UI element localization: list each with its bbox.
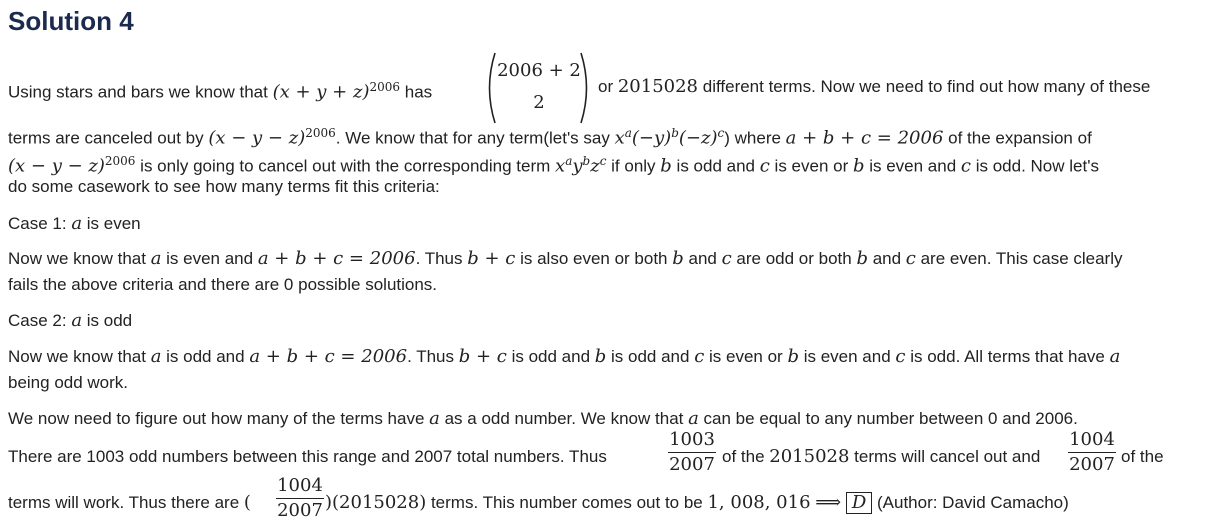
math-exponent: c: [599, 154, 607, 168]
text: of the expansion of: [943, 128, 1092, 148]
math-exponent: c: [717, 126, 725, 140]
math-expression: (−z): [678, 127, 718, 149]
math-var: a: [1109, 346, 1121, 367]
text: is even or: [704, 347, 788, 366]
text: terms will cancel out and: [849, 447, 1041, 466]
math-expression: b + c: [458, 346, 507, 367]
text: can be equal to any number between 0 and 2006.: [698, 409, 1078, 428]
math-var: x: [555, 155, 566, 177]
math-var: a: [71, 310, 83, 331]
text: or: [598, 77, 618, 96]
text: is even and: [864, 156, 961, 176]
math-var: c: [759, 155, 770, 177]
math-equation: a + b + c = 2006: [785, 127, 944, 149]
math-var: z: [590, 155, 600, 177]
text: is odd and: [161, 347, 250, 366]
math-expression: b + c: [467, 248, 516, 269]
math-expression: (x + y + z): [272, 81, 370, 103]
math-var: a: [688, 408, 699, 429]
math-var: c: [905, 248, 916, 269]
text: and: [683, 249, 722, 268]
math-var: b: [660, 155, 672, 177]
math-var: b: [852, 155, 865, 177]
fraction-bar: [276, 498, 324, 499]
answer-box: D: [846, 492, 872, 514]
math-expression: (x − y − z): [8, 155, 105, 177]
paragraph-line-13: [8, 492, 251, 514]
paragraph-line-11: [8, 408, 1078, 430]
math-exponent: b: [671, 126, 679, 140]
binomial-coefficient: [482, 52, 594, 124]
text: is odd and: [671, 156, 760, 176]
math-var: c: [694, 346, 705, 367]
text: terms. This number comes out to be: [426, 493, 708, 512]
fraction-1003-2007: [668, 430, 716, 475]
fraction-numerator: 1004: [1069, 429, 1115, 450]
math-var: c: [721, 248, 732, 269]
text: is even and: [161, 249, 258, 268]
paragraph-line-12: There are 1003 odd numbers between this range and 2007 total numbers. Thus: [8, 447, 607, 466]
text: is even or: [769, 156, 853, 176]
paragraph-line-1-cont: [598, 76, 1150, 98]
math-number: 2015028: [769, 446, 850, 467]
math-exponent: a: [624, 126, 632, 140]
paragraph-line-7: fails the above criteria and there are 0 possible solutions.: [8, 275, 438, 294]
math-equation: a + b + c = 2006: [257, 248, 416, 269]
text: are even. This case clearly: [915, 249, 1123, 268]
text: terms are canceled out by: [8, 128, 209, 148]
text: has: [400, 82, 433, 102]
math-expression: )(2015028): [325, 492, 427, 513]
math-result: 1, 008, 016: [707, 492, 811, 513]
paragraph-line-3: [8, 150, 1099, 178]
case-1-heading: [8, 213, 141, 235]
math-exponent: 2006: [305, 126, 336, 140]
math-exponent: 2006: [104, 154, 136, 168]
math-var: a: [150, 248, 162, 269]
math-var: b: [787, 346, 799, 367]
text: as a odd number. We know that: [439, 409, 689, 428]
math-var: y: [572, 155, 583, 177]
text: is odd. All terms that have: [905, 347, 1110, 366]
text: Now we know that: [8, 249, 151, 268]
text: is even: [82, 214, 141, 233]
text: is odd and: [606, 347, 695, 366]
math-var: b: [856, 248, 868, 269]
text: different terms. Now we need to find out how many of these: [698, 77, 1151, 96]
math-expression: (−y): [631, 127, 672, 149]
solution-heading: Solution 4: [8, 6, 134, 36]
text: Case 2:: [8, 311, 72, 330]
right-paren: [578, 52, 594, 124]
math-exponent: b: [582, 154, 591, 168]
text: . Thus: [415, 249, 468, 268]
binomial-bottom: 2: [533, 92, 545, 113]
paragraph-line-13-cont: [325, 492, 1069, 514]
text: ) where: [724, 128, 786, 148]
math-var: c: [960, 155, 971, 177]
text: is also even or both: [515, 249, 673, 268]
case-2-heading: [8, 310, 132, 332]
fraction-denominator: 2007: [669, 454, 715, 475]
math-exponent: 2006: [369, 80, 401, 94]
text: and: [867, 249, 906, 268]
math-var: x: [614, 127, 625, 149]
text: of the: [722, 447, 770, 466]
text: is odd: [82, 311, 133, 330]
text: Using stars and bars we know that: [8, 82, 273, 102]
text: Now we know that: [8, 347, 151, 366]
math-var: b: [672, 248, 684, 269]
math-expression: (x − y − z): [208, 127, 306, 149]
text: . We know that for any term(let's say: [335, 128, 615, 148]
paragraph-line-10: being odd work.: [8, 373, 129, 392]
fraction-1004-2007: [1068, 430, 1116, 475]
text: . Thus: [407, 347, 459, 366]
text: is odd. Now let's: [971, 156, 1099, 176]
implies-arrow-icon: ⟹: [815, 492, 842, 513]
math-paren: (: [243, 492, 251, 513]
text: is odd and: [506, 347, 595, 366]
math-var: a: [71, 213, 83, 234]
fraction-bar: [668, 452, 716, 453]
math-var: c: [895, 346, 906, 367]
fraction-numerator: 1003: [669, 429, 715, 450]
paragraph-line-12-cont: [722, 446, 1040, 468]
fraction-numerator: 1004: [277, 475, 323, 496]
text: is only going to cancel out with the corresponding term: [135, 156, 556, 176]
text: Case 1:: [8, 214, 72, 233]
text: terms will work. Thus there are: [8, 493, 244, 512]
fraction-bar: [1068, 452, 1116, 453]
paragraph-line-12-end: of the: [1121, 447, 1164, 466]
fraction-denominator: 2007: [1069, 454, 1115, 475]
math-var: a: [429, 408, 440, 429]
math-var: b: [594, 346, 607, 367]
text: We now need to figure out how many of the terms have: [8, 409, 430, 428]
math-var: a: [150, 346, 162, 367]
paragraph-line-9: [8, 346, 1120, 368]
paragraph-line-6: [8, 248, 1123, 270]
paragraph-line-2: [8, 122, 1092, 150]
text: if only: [606, 156, 661, 176]
math-exponent: a: [565, 154, 573, 168]
paragraph-line-1: [8, 76, 432, 104]
binomial-top: 2006 + 2: [497, 60, 581, 81]
text: are odd or both: [731, 249, 857, 268]
math-number: 2015028: [617, 76, 699, 97]
author-credit: (Author: David Camacho): [872, 493, 1069, 512]
math-equation: a + b + c = 2006: [249, 346, 408, 367]
paragraph-line-4: do some casework to see how many terms fit this criteria:: [8, 177, 440, 196]
fraction-1004-2007-result: [276, 476, 324, 521]
fraction-denominator: 2007: [277, 500, 323, 521]
text: is even and: [798, 347, 896, 366]
